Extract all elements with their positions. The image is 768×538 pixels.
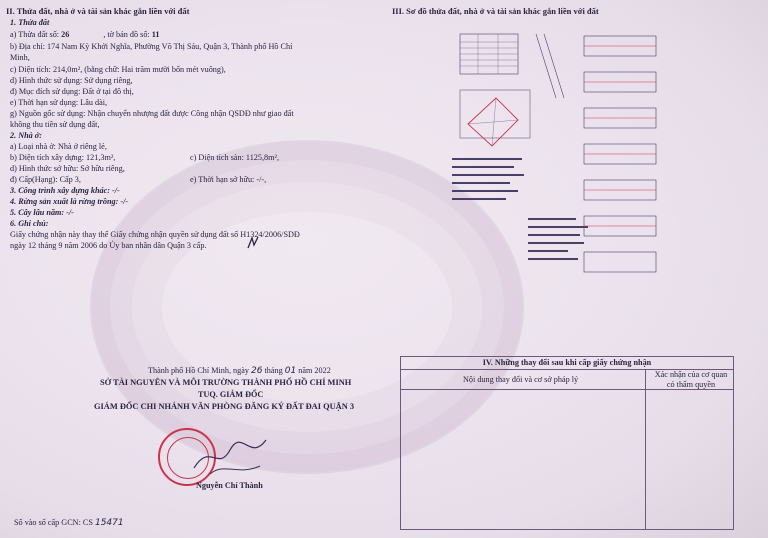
other-works: 3. Công trình xây dựng khác: -/- <box>10 186 120 195</box>
address-line: b) Địa chỉ: 174 Nam Kỳ Khởi Nghĩa, Phường Võ Thị Sáu, Quận 3, Thành phố Hồ Chí <box>10 42 293 51</box>
notes-line-2: ngày 12 tháng 9 năm 2006 do Ủy ban nhân dân Quận 3 cấp. <box>10 241 207 250</box>
place-date <box>148 366 331 376</box>
forest-line: 4. Rừng sản xuất là rừng trồng: -/- <box>10 197 129 206</box>
address-cont: Minh, <box>10 53 30 62</box>
initial-mark-icon <box>246 236 260 250</box>
ownership: d) Hình thức sở hữu: Sở hữu riêng, <box>10 164 125 173</box>
tuq-title: TUQ. GIÁM ĐỐC <box>198 390 264 399</box>
usage-form: d) Hình thức sử dụng: Sử dụng riêng, <box>10 76 133 85</box>
year-label: năm 2022 <box>298 366 331 375</box>
parcel-number: 26 <box>61 30 70 39</box>
changes-col1-header: Nội dung thay đổi và cơ sở pháp lý <box>463 375 579 384</box>
parcel-heading: 1. Thửa đất <box>10 18 50 27</box>
map-sheet-number: 11 <box>151 30 160 39</box>
usage-term: e) Thời hạn sử dụng: Lâu dài, <box>10 98 108 107</box>
grade: đ) Cấp(Hạng): Cấp 3, <box>10 175 81 184</box>
build-area: b) Diện tích xây dựng: 121,3m², <box>10 153 116 162</box>
perennial-line: 5. Cây lâu năm: -/- <box>10 208 74 217</box>
director-title: GIÁM ĐỐC CHI NHÁNH VĂN PHÒNG ĐĂNG KÝ ĐẤT ĐAI QUẬN 3 <box>94 402 355 411</box>
changes-table <box>400 356 734 530</box>
ownership-term: e) Thời hạn sở hữu: -/-, <box>190 175 267 184</box>
section-ii-title: II. Thửa đất, nhà ở và tài sản khác gắn liền với đất <box>6 6 190 16</box>
house-type: a) Loại nhà ở: Nhà ở riêng lẻ, <box>10 142 107 151</box>
register-number-line <box>14 518 124 528</box>
parcel-number-line <box>10 30 160 40</box>
changes-col2-header: Xác nhận của cơ quan có thẩm quyền <box>654 370 728 389</box>
register-label: Số vào sổ cấp GCN: CS <box>14 518 93 527</box>
sign-month: 01 <box>284 366 297 376</box>
changes-title: IV. Những thay đổi sau khi cấp giấy chứng nhận <box>401 357 733 370</box>
origin-cont: không thu tiền sử dụng đất, <box>10 120 100 129</box>
parcel-label: a) Thửa đất số: <box>10 30 60 39</box>
section-iii-title: III. Sơ đồ thửa đất, nhà ở và tài sản khác gắn liền với đất <box>392 6 599 16</box>
signer-name: Nguyễn Chí Thành <box>196 481 263 490</box>
usage-purpose: đ) Mục đích sử dụng: Đất ở tại đô thị, <box>10 87 134 96</box>
month-label: tháng <box>264 366 283 375</box>
area-line: c) Diện tích: 214,0m², (bằng chữ: Hai trăm mười bốn mét vuông), <box>10 65 226 74</box>
sign-day: 26 <box>251 366 263 376</box>
notes-line-1: Giấy chứng nhận này thay thế Giấy chứng nhận quyền sử dụng đất số H1324/2006/SDĐ <box>10 230 300 239</box>
issuing-org: SỞ TÀI NGUYÊN VÀ MÔI TRƯỜNG THÀNH PHỐ HỒ CHÍ MINH <box>100 378 352 387</box>
place-date-label: Thành phố Hồ Chí Minh, ngày <box>148 366 249 375</box>
house-heading: 2. Nhà ở: <box>10 131 42 140</box>
origin-line: g) Nguồn gốc sử dụng: Nhận chuyển nhượng đất được Công nhận QSDĐ như giao đất <box>10 109 294 118</box>
table-column-divider <box>645 369 646 529</box>
map-sheet-label: , tờ bản đồ số: <box>103 30 150 39</box>
register-number: 15471 <box>94 518 124 528</box>
floor-plans-diagram <box>574 26 670 298</box>
notes-heading: 6. Ghi chú: <box>10 219 49 228</box>
signature-image <box>190 432 270 482</box>
floor-area: c) Diện tích sàn: 1125,8m², <box>190 153 280 162</box>
